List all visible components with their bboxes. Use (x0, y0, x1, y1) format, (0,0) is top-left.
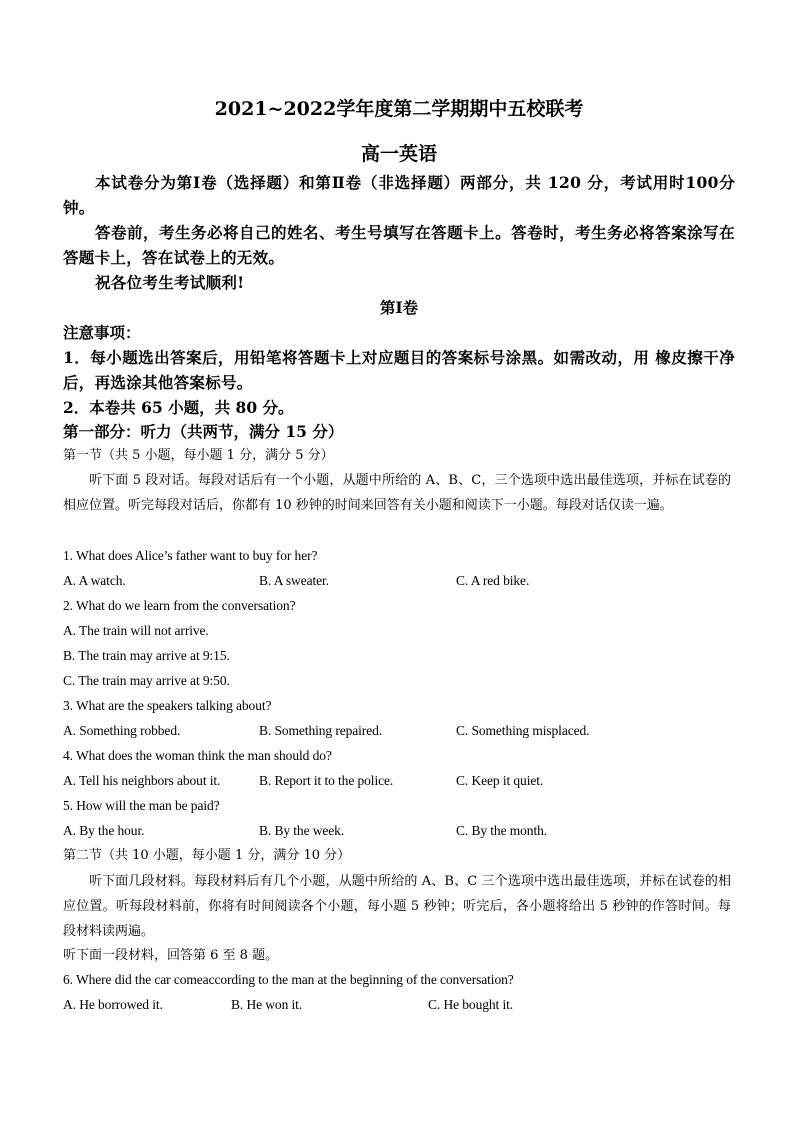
exam-title: 2021~2022学年度第二学期期中五校联考 (214, 98, 584, 120)
question-2-stem: 2. What do we learn from the conversation? (63, 598, 296, 613)
intro-paragraph-2: 答卷前，考生务必将自己的姓名、考生号填写在答题卡上。答卷时，考生务必将答案涂写在答题卡上，答在试卷上的无效。 (63, 223, 735, 267)
question-2-option-c: C. The train may arrive at 9:50. (63, 673, 230, 688)
section2-heading: 第二节（共 10 小题，每小题 1 分，满分 10 分） (63, 848, 351, 863)
question-5-option-c: C. By the month. (456, 823, 548, 838)
intro-paragraph-3: 祝各位考生考试顺利! (95, 273, 245, 292)
question-6-option-b: B. He won it. (231, 997, 303, 1012)
notes-item-1: 1．每小题选出答案后，用铅笔将答题卡上对应题目的答案标号涂黑。如需改动，用 橡皮擦干净后，再选涂其他答案标号。 (63, 348, 735, 392)
question-1-stem: 1. What does Alice’s father want to buy for her? (63, 548, 318, 563)
question-6-option-c: C. He bought it. (428, 997, 514, 1012)
subject-title: 高一英语 (360, 143, 437, 165)
question-2-option-b: B. The train may arrive at 9:15. (63, 648, 230, 663)
question-4-option-c: C. Keep it quiet. (456, 773, 544, 788)
question-2-option-a: A. The train will not arrive. (63, 623, 209, 638)
question-4-option-b: B. Report it to the police. (259, 773, 394, 788)
notes-heading: 注意事项： (63, 323, 141, 342)
intro-paragraph-1: 本试卷分为第Ⅰ卷（选择题）和第Ⅱ卷（非选择题）两部分，共 120 分，考试用时100分钟。 (63, 173, 735, 217)
question-4-option-a: A. Tell his neighbors about it. (63, 773, 221, 788)
question-3-option-c: C. Something misplaced. (456, 723, 590, 738)
question-5-option-a: A. By the hour. (63, 823, 145, 838)
question-4-stem: 4. What does the woman think the man should do? (63, 748, 332, 763)
question-6-stem: 6. Where did the car comeaccording to the man at the beginning of the conversation? (63, 972, 514, 987)
question-5-option-b: B. By the week. (259, 823, 345, 838)
section1-heading: 第一节（共 5 小题，每小题 1 分，满分 5 分） (63, 448, 334, 463)
part1-heading: 第一部分：听力（共两节，满分 15 分） (63, 422, 344, 441)
question-3-stem: 3. What are the speakers talking about? (63, 698, 272, 713)
question-5-stem: 5. How will the man be paid? (63, 798, 220, 813)
question-3-option-b: B. Something repaired. (259, 723, 383, 738)
volume-title: 第Ⅰ卷 (379, 298, 419, 317)
notes-item-2: 2．本卷共 65 小题，共 80 分。 (63, 398, 294, 417)
section1-instructions: 听下面 5 段对话。每段对话后有一个小题，从题中所给的 A、B、C，三个选项中选出最佳选项，并标在试卷的相应位置。听完每段对话后，你都有 10 秒钟的时间来回答有关小题和阅读下一小题。每段对话仅读一遍。 (63, 473, 731, 513)
question-3-option-a: A. Something robbed. (63, 723, 181, 738)
question-1-option-a: A. A watch. (63, 573, 126, 588)
question-1-option-b: B. A sweater. (259, 573, 329, 588)
section2-material-note: 听下面一段材料，回答第 6 至 8 题。 (63, 948, 279, 963)
section2-instructions: 听下面几段材料。每段材料后有几个小题，从题中所给的 A、B、C 三个选项中选出最佳选项，并标在试卷的相应位置。听每段材料前，你将有时间阅读各个小题，每小题 5 秒钟；听完后，各小题将给出 5 秒钟的作答时间。每段材料读两遍。 (63, 874, 731, 939)
question-6-option-a: A. He borrowed it. (63, 997, 163, 1012)
question-1-option-c: C. A red bike. (456, 573, 530, 588)
